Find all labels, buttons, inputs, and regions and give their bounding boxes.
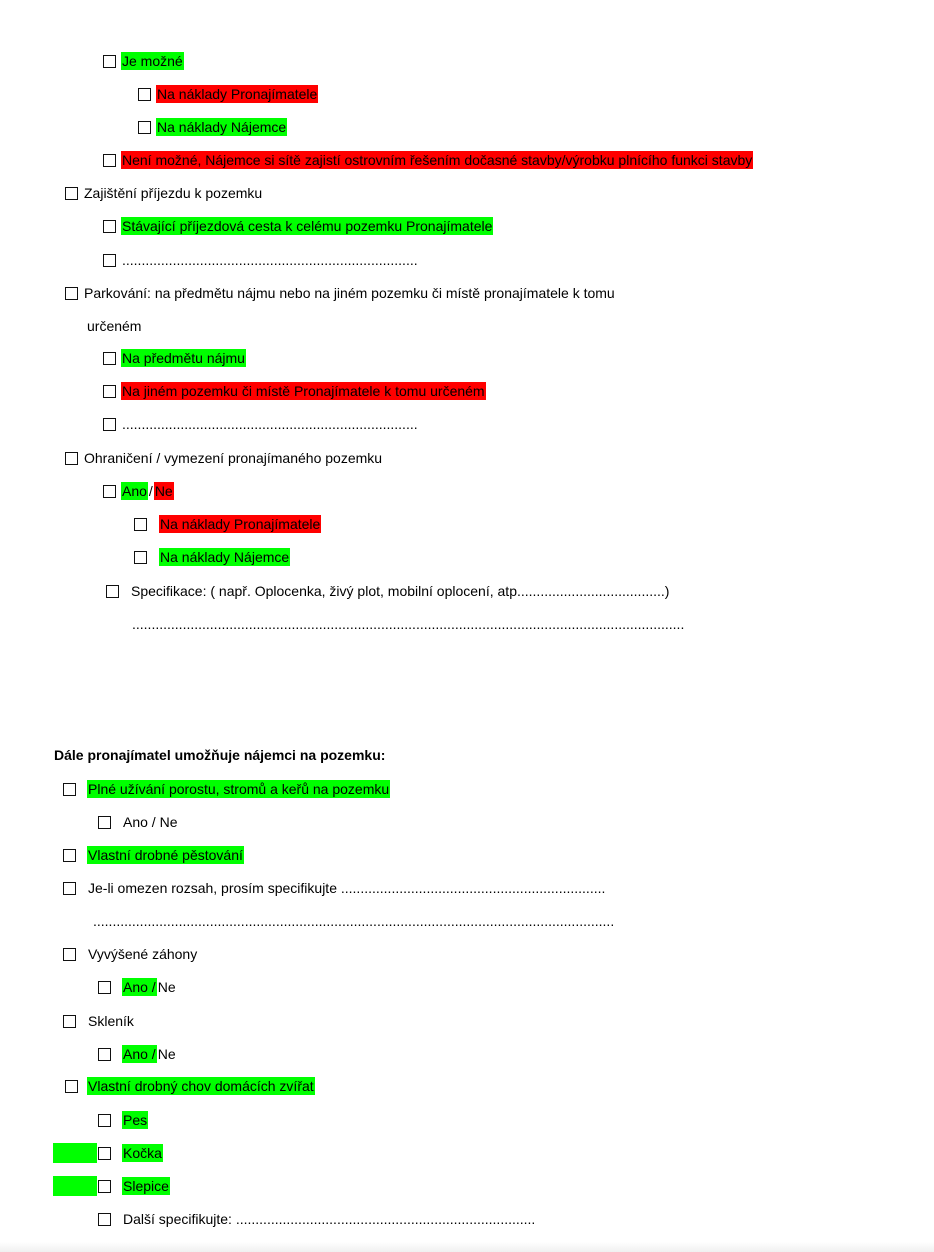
checkbox-row-ohraniceni[interactable] [65,448,383,468]
label-ne: Ne [154,483,173,499]
checkbox[interactable] [98,1048,111,1061]
label-ano: Ano [122,483,147,499]
checkbox-row-parkovani[interactable] [65,283,616,303]
label: Slepice [123,1178,169,1194]
checkbox-row-pes[interactable] [98,1110,148,1130]
label-ano: Ano / [123,1046,156,1062]
label: Vlastní drobný chov domácích zvířat [88,1078,314,1094]
fill-in-blank[interactable]: ...................................................................................................................................... [93,913,615,929]
checkbox[interactable] [63,948,76,961]
checkbox-row-naklady-pronajimatele[interactable] [138,84,318,104]
parkovani-continuation [86,316,142,336]
specifikace-blank[interactable] [131,614,685,634]
checkbox-row-chov-zvirat[interactable] [65,1076,315,1096]
label: Na náklady Pronajímatele [160,516,321,532]
checkbox[interactable] [138,88,151,101]
label: Zajištění příjezdu k pozemku [84,185,263,201]
checkbox-row-naklady-najemce[interactable] [138,117,287,137]
checkbox[interactable] [103,55,116,68]
checkbox-row-ano-ne-sklenik[interactable] [98,1044,177,1064]
highlight-strip [53,1143,97,1163]
checkbox-row-blank-2[interactable] [103,414,419,434]
checkbox-row-slepice[interactable] [98,1176,170,1196]
fill-in-blank[interactable]: .............................................................................................................................................. [132,616,685,632]
checkbox-row-blank-1[interactable] [103,250,419,270]
checkbox[interactable] [98,981,111,994]
label: Je možné [122,53,183,69]
page-bottom-edge [0,1242,934,1252]
checkbox-row-specifikace[interactable] [106,581,670,601]
checkbox[interactable] [65,187,78,200]
label: Plné užívání porostu, stromů a keřů na pozemku [88,781,390,797]
checkbox-row-stavajici-cesta[interactable] [103,216,493,236]
checkbox[interactable] [103,385,116,398]
label: Na náklady Pronajímatele [157,86,318,102]
section-heading [53,745,386,765]
checkbox-row-ano-ne-zahony[interactable] [98,977,177,997]
heading: Dále pronajímatel umožňuje nájemci na pozemku: [54,747,386,763]
checkbox-row-kocka[interactable] [98,1143,163,1163]
label: Skleník [88,1013,134,1029]
label: Další specifikujte: ............................................................................. [123,1211,536,1227]
label: Ohraničení / vymezení pronajímaného pozemku [84,450,383,466]
label: určeném [87,318,142,334]
checkbox-row-plne-uzivani[interactable] [63,779,390,799]
checkbox[interactable] [63,882,76,895]
checkbox[interactable] [138,121,151,134]
checkbox-row-na-predmetu-najmu[interactable] [103,348,246,368]
label: Na předmětu nájmu [122,350,245,366]
label: Na náklady Nájemce [160,549,290,565]
label: Parkování: na předmětu nájmu nebo na jiném pozemku či místě pronajímatele k tomu [84,285,615,301]
label: Pes [123,1112,148,1128]
label: Na náklady Nájemce [157,119,287,135]
checkbox-row-dalsi-specifikujte[interactable] [98,1209,536,1229]
label: Stávající příjezdová cesta k celému pozemku Pronajímatele [122,218,493,234]
label: Vyvýšené záhony [88,946,198,962]
checkbox[interactable] [103,154,116,167]
checkbox[interactable] [103,485,116,498]
label: Vlastní drobné pěstování [88,847,243,863]
label: Není možné, Nájemce si sítě zajistí ostrovním řešením dočasné stavby/výrobku plnícího funkci stavby [122,152,753,168]
checkbox[interactable] [103,352,116,365]
checkbox[interactable] [134,518,147,531]
checkbox-row-naklady-najemce-2[interactable] [134,547,290,567]
highlight-strip [53,1176,97,1196]
checkbox[interactable] [106,585,119,598]
fill-in-blank[interactable]: ............................................................................ [122,416,418,432]
checkbox-row-vyvysene-zahony[interactable] [63,944,198,964]
checkbox[interactable] [103,220,116,233]
checkbox-row-zajisteni-prijezdu[interactable] [65,183,263,203]
checkbox[interactable] [65,452,78,465]
checkbox[interactable] [134,551,147,564]
fill-in-blank[interactable]: ............................................................................ [122,252,418,268]
checkbox[interactable] [103,418,116,431]
label: Je-li omezen rozsah, prosím specifikujte .................................................................... [88,880,606,896]
checkbox-row-vlastni-pestovani[interactable] [63,845,244,865]
checkbox[interactable] [98,1180,111,1193]
checkbox-row-je-li-omezen[interactable] [63,878,606,898]
label: Ano / Ne [123,814,178,830]
label-ano: Ano / [123,979,156,995]
checkbox-row-ano-ne-ohraniceni[interactable] [103,481,174,501]
je-li-blank[interactable] [92,911,615,931]
checkbox[interactable] [63,849,76,862]
checkbox[interactable] [65,1080,78,1093]
label: Na jiném pozemku či místě Pronajímatele k tomu určeném [122,383,485,399]
checkbox-row-ano-ne-1[interactable] [98,812,178,832]
label-slash: / [148,483,153,499]
checkbox[interactable] [98,1147,111,1160]
checkbox[interactable] [98,1213,111,1226]
label-ne: Ne [157,979,176,995]
checkbox-row-je-mozne[interactable] [103,51,184,71]
label: Specifikace: ( např. Oplocenka, živý plot, mobilní oplocení, atp......................................) [131,583,670,599]
checkbox[interactable] [98,1114,111,1127]
checkbox[interactable] [103,254,116,267]
checkbox-row-naklady-pronajimatele-2[interactable] [134,514,321,534]
checkbox[interactable] [63,783,76,796]
label: Kočka [123,1145,162,1161]
checkbox-row-sklenik[interactable] [63,1011,135,1031]
checkbox[interactable] [63,1015,76,1028]
checkbox-row-na-jinem-pozemku[interactable] [103,381,486,401]
checkbox[interactable] [65,287,78,300]
checkbox[interactable] [98,816,111,829]
label-ne: Ne [157,1046,176,1062]
checkbox-row-neni-mozne[interactable] [103,150,753,170]
